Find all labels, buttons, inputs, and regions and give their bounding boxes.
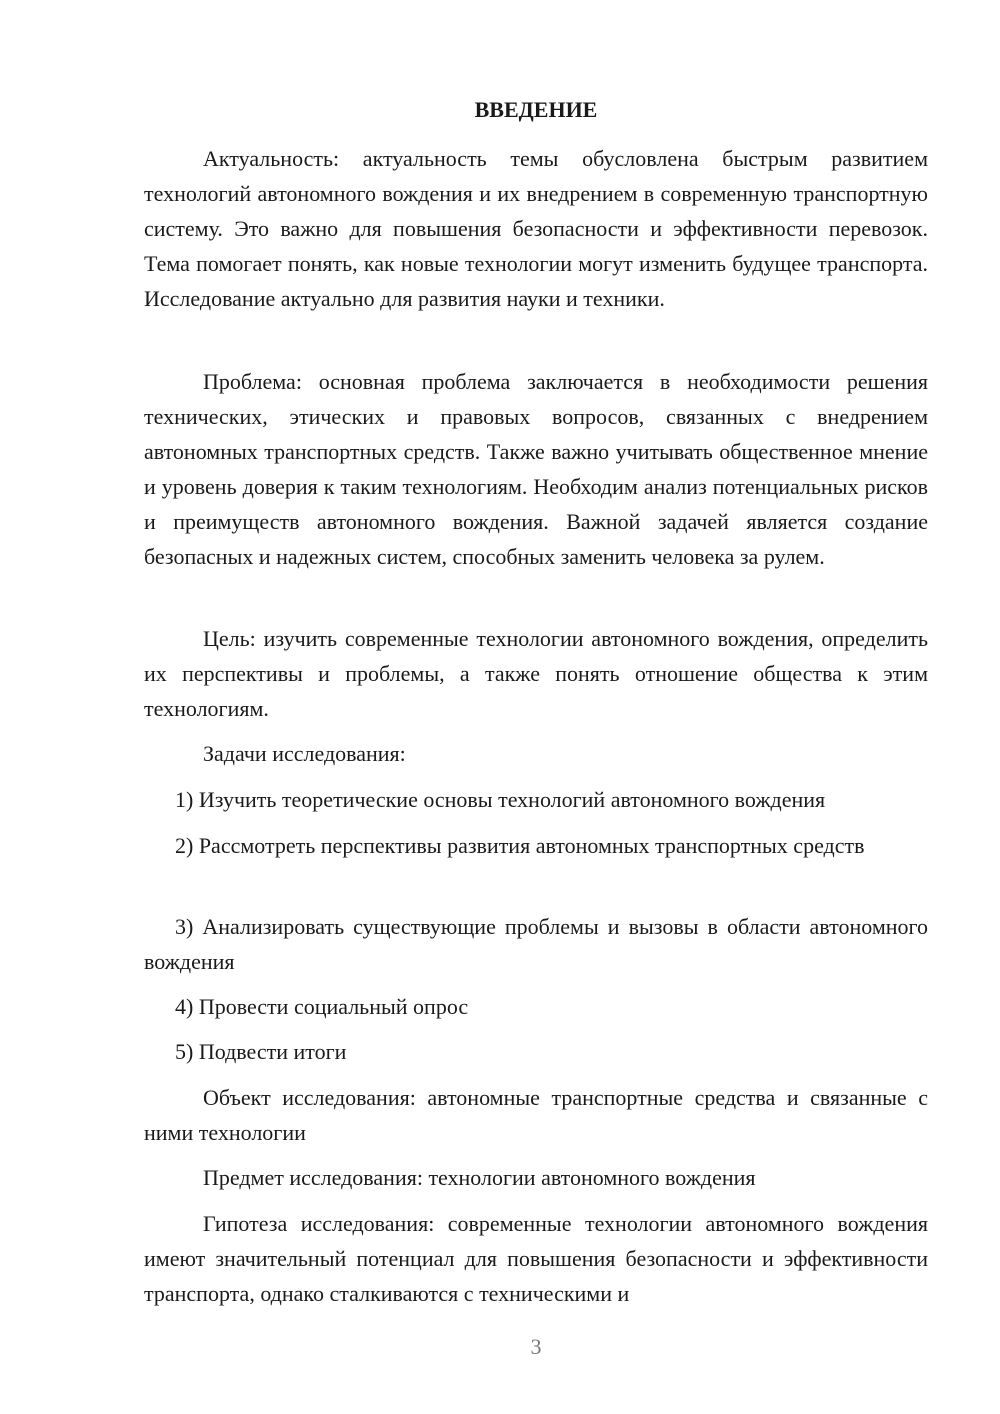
task-item-3-block: [144, 909, 928, 979]
problem-paragraph: Проблема: основная проблема заключается в необходимости решения технических, этических и правовых вопросов, связанных с внедрением автономных транспортных средств. Также важно учитывать общественное мнение и уровень доверия к таким технологиям. Необходим анализ потенциальных рисков и преимуществ автономного вождения. Важной задачей является создание безопасных и надежных систем, способных заменить человека за рулем.: [144, 369, 928, 569]
problem-block: [144, 364, 928, 574]
task-item: 4) Провести социальный опрос: [175, 994, 469, 1019]
subject-paragraph: Предмет исследования: технологии автономного вождения: [203, 1165, 756, 1190]
goal-paragraph: Цель: изучить современные технологии автономного вождения, определить их перспективы и проблемы, а также понять отношение общества к этим технологиям.: [144, 626, 928, 721]
page-title: ВВЕДЕНИЕ: [474, 97, 598, 122]
task-item-4-block: [144, 989, 928, 1024]
task-item: 1) Изучить теоретические основы технологий автономного вождения: [175, 787, 826, 812]
task-item-2-block: [144, 828, 928, 863]
goal-block: [144, 621, 928, 726]
task-item-1-block: [144, 782, 928, 817]
page-number: 3: [530, 1334, 542, 1359]
hypothesis-paragraph: Гипотеза исследования: современные технологии автономного вождения имеют значительный потенциал для повышения безопасности и эффективности транспорта, однако сталкиваются с техническими и: [144, 1211, 928, 1306]
object-block: [144, 1080, 928, 1150]
task-item: 2) Рассмотреть перспективы развития автономных транспортных средств: [175, 833, 865, 858]
tasks-heading: Задачи исследования:: [203, 741, 406, 766]
object-paragraph: Объект исследования: автономные транспортные средства и связанные с ними технологии: [144, 1085, 928, 1145]
task-item-5-block: [144, 1034, 928, 1069]
tasks-heading-block: [144, 736, 928, 771]
task-item: 5) Подвести итоги: [175, 1039, 347, 1064]
relevance-block: [144, 141, 928, 316]
subject-block: [144, 1160, 928, 1195]
relevance-paragraph: Актуальность: актуальность темы обусловлена быстрым развитием технологий автономного вождения и их внедрением в современную транспортную систему. Это важно для повышения безопасности и эффективности перевозок. Тема помогает понять, как новые технологии могут изменить будущее транспорта. Исследование актуально для развития науки и техники.: [144, 146, 928, 311]
task-item: 3) Анализировать существующие проблемы и вызовы в области автономного вождения: [144, 914, 928, 974]
hypothesis-block: [144, 1206, 928, 1311]
